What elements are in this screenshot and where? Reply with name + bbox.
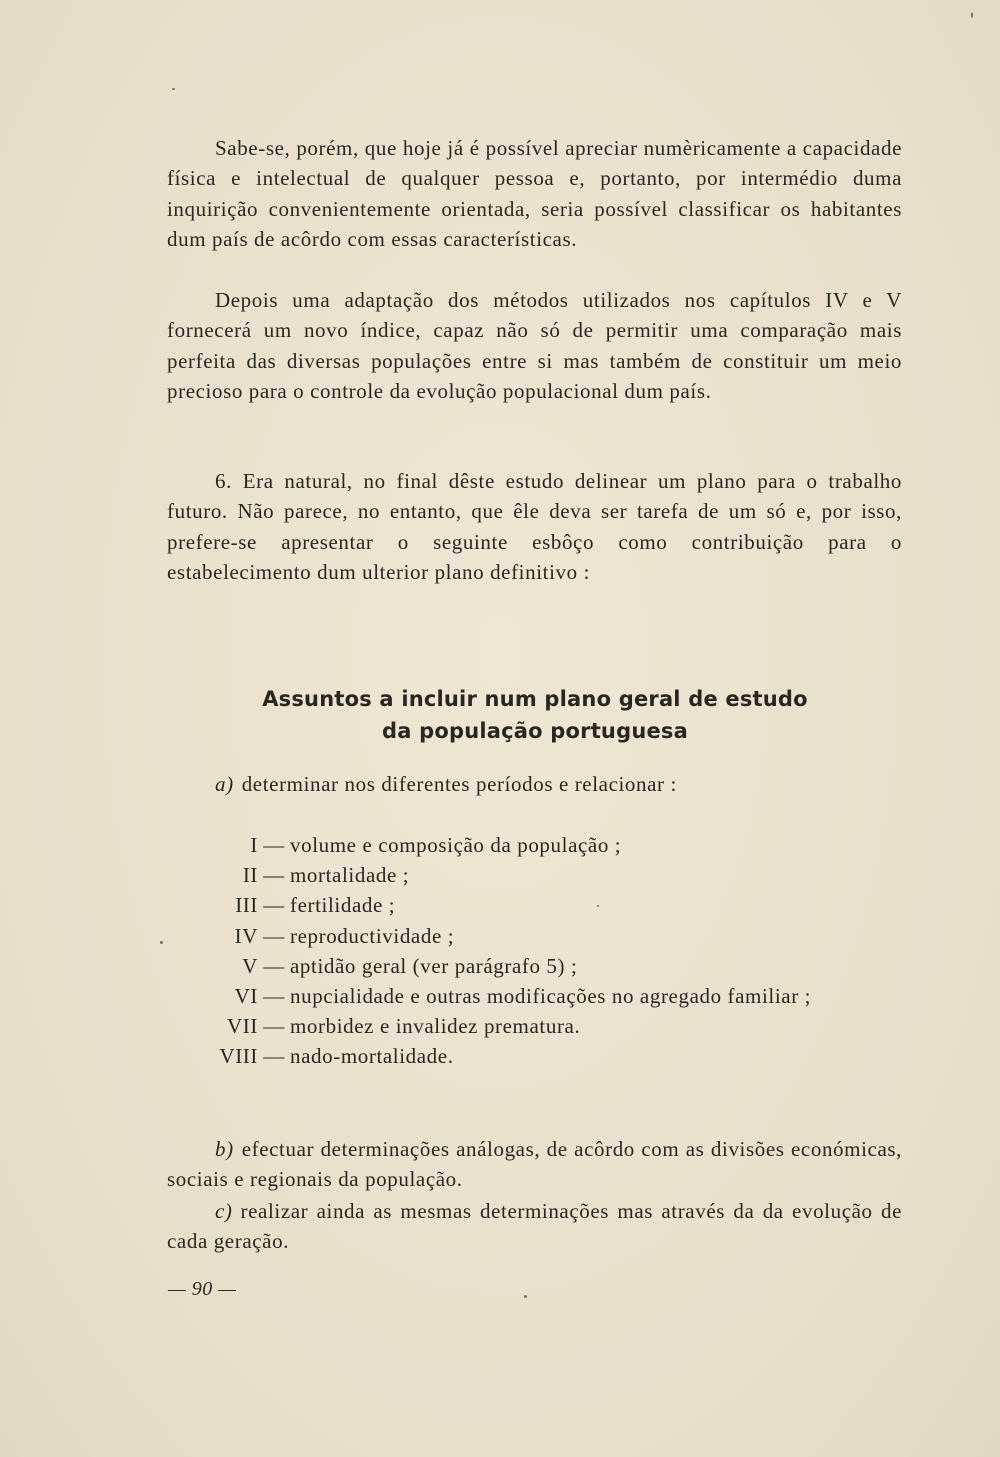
item-a-label: a): [215, 772, 234, 796]
paper-speck: [524, 1295, 527, 1298]
list-item: [195, 890, 902, 920]
list-item-number: IV: [234, 923, 258, 948]
paper-speck: [160, 941, 163, 944]
section-heading: [200, 683, 870, 747]
list-item-text: morbidez e invalidez prematura.: [290, 1014, 581, 1039]
list-item: [195, 830, 902, 860]
item-a: [215, 769, 677, 799]
page-number: — 90 —: [168, 1278, 237, 1300]
item-b-label: b): [215, 1137, 234, 1161]
list-item-dash: —: [263, 923, 285, 948]
list-item-text: mortalidade ;: [290, 863, 410, 888]
list-item-number: III: [235, 893, 258, 918]
list-item-text: fertilidade ;: [290, 893, 396, 918]
list-item-number: I: [250, 833, 258, 857]
list-item-text: reproductividade ;: [290, 923, 455, 948]
item-b-paragraph: [167, 1134, 902, 1195]
item-b: [167, 1134, 902, 1195]
item-c: [167, 1196, 902, 1257]
list-item: [195, 981, 902, 1011]
item-c-label: c): [215, 1199, 233, 1223]
list-item-dash: —: [263, 1044, 285, 1069]
list-item: [195, 1011, 902, 1041]
heading-line-2: da população portuguesa: [382, 719, 688, 743]
list-item-dash: —: [263, 953, 285, 978]
heading-line-1: Assuntos a incluir num plano geral de estudo: [262, 687, 808, 711]
item-c-text: realizar ainda as mesmas determinações mas através da da evolução de cada geração.: [167, 1199, 902, 1254]
paragraph-1: [167, 133, 902, 255]
list-item-number: VIII: [219, 1044, 258, 1069]
list-item: [195, 921, 902, 951]
item-a-text: determinar nos diferentes períodos e relacionar :: [241, 772, 677, 796]
paper-speck: [597, 905, 599, 907]
paper-speck: [172, 88, 175, 90]
paragraph-3-text: 6. Era natural, no final dêste estudo delinear um plano para o trabalho futuro. Não parece, no entanto, que êle deva ser tarefa de um só e, por isso, prefere-se apresentar o seguinte esbôço como contribuição para o estabelecimento dum ulterior plano definitivo :: [167, 469, 902, 585]
paragraph-3: [167, 466, 902, 588]
list-item: [195, 1041, 902, 1071]
list-item-number: VI: [234, 984, 258, 1009]
list-item-dash: —: [263, 1014, 285, 1039]
list-item-dash: —: [263, 833, 285, 857]
paragraph-1-text: Sabe-se, porém, que hoje já é possível apreciar numèricamente a capacidade física e intelectual de qualquer pessoa e, portanto, por intermédio duma inquirição convenientemente orientada, seria possível classificar os habitantes dum país de acôrdo com essas características.: [167, 136, 902, 252]
list-item-text: nupcialidade e outras modificações no agregado familiar ;: [290, 984, 812, 1009]
list-item-number: V: [242, 953, 258, 978]
item-b-text: efectuar determinações análogas, de acôrdo com as divisões económicas, sociais e regionais da população.: [167, 1137, 902, 1192]
item-c-paragraph: [167, 1196, 902, 1257]
list-item-text: volume e composição da população ;: [290, 833, 622, 857]
paragraph-2-text: Depois uma adaptação dos métodos utilizados nos capítulos IV e V fornecerá um novo índice, capaz não só de permitir uma comparação mais perfeita das diversas populações entre si mas também de constituir um meio precioso para o controle da evolução populacional dum país.: [167, 288, 902, 404]
paragraph-2: [167, 285, 902, 407]
list-item-dash: —: [263, 893, 285, 918]
topics-list: [195, 830, 902, 1072]
list-item: [195, 951, 902, 981]
list-item-number: VII: [227, 1014, 258, 1039]
list-item-text: nado-mortalidade.: [290, 1044, 454, 1069]
list-item-dash: —: [263, 863, 285, 888]
list-item-number: II: [242, 863, 258, 888]
list-item: [195, 860, 902, 890]
paper-speck: [971, 12, 973, 18]
list-item-text: aptidão geral (ver parágrafo 5) ;: [290, 953, 578, 978]
list-item-dash: —: [263, 984, 285, 1009]
